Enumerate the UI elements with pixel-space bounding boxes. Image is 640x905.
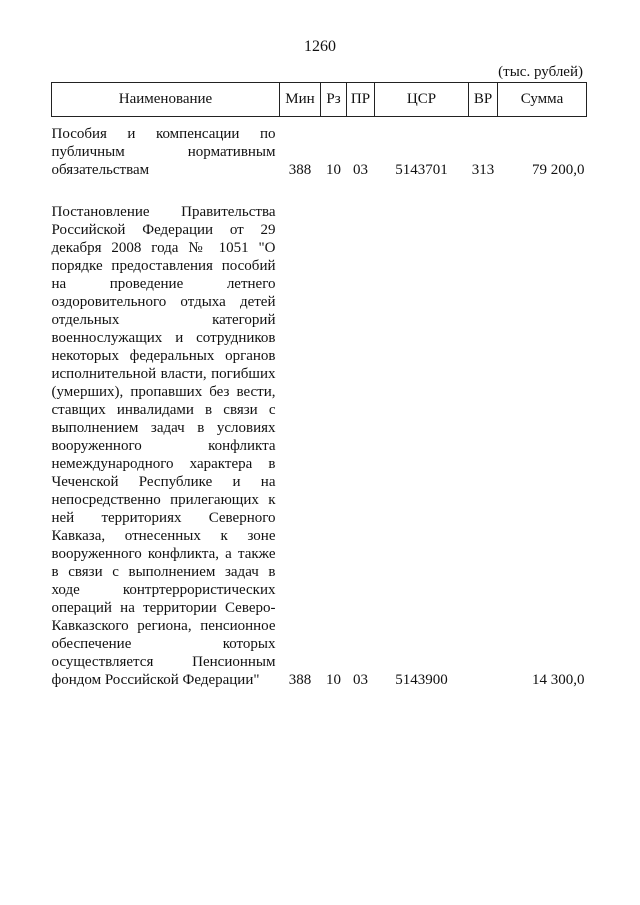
row-vr: 313 — [471, 162, 495, 178]
header-sum: Сумма — [498, 83, 587, 117]
row-vr — [469, 179, 498, 689]
row-rz: 10 — [326, 672, 341, 688]
row-name: Пособия и компенсации по публичным нормативным обязательствам — [51, 126, 276, 178]
table-header-row — [52, 83, 587, 117]
row-min: 388 — [288, 672, 312, 688]
row-csr: 5143701 — [395, 162, 448, 178]
row-min: 388 — [288, 162, 312, 178]
row-sum: 14 300,0 — [532, 672, 585, 688]
header-pr: ПР — [347, 83, 375, 117]
header-min: Мин — [280, 83, 321, 117]
row-csr: 5143900 — [395, 672, 448, 688]
row-name: Постановление Правительства Российской Федерации от 29 декабря 2008 года № 1051 "О порядке предоставления пособий на проведение летнего оздоровительного отдыха детей отдельных категорий военнослужащих и сотрудников некоторых федеральных органов исполнительной власти, погибших (умерших), пропавших без вести, ставщих инвалидами в связи с выполнением задач в условиях вооруженного конфликта немеждународного характера в Чеченской Республике и на непосредственно прилегающих к ней территориях Северного Кавказа, отнесенных к зоне вооруженного конфликта, а также в связи с выполнением задач в ходе контртеррористических операций на территории Северо-Кавказского региона, пенсионное обеспечение которых осуществляется Пенсионным фондом Российской Федерации" — [51, 204, 276, 688]
row-sum: 79 200,0 — [532, 162, 585, 178]
header-vr: ВР — [469, 83, 498, 117]
row-rz: 10 — [326, 162, 341, 178]
page-number: 1260 — [304, 38, 336, 55]
units-label: (тыс. рублей) — [498, 64, 583, 80]
budget-table — [51, 82, 587, 689]
header-csr: ЦСР — [375, 83, 469, 117]
header-name: Наименование — [52, 83, 280, 117]
header-rz: Рз — [321, 83, 347, 117]
table-row — [52, 117, 587, 180]
row-pr: 03 — [353, 672, 368, 688]
table-row — [52, 179, 587, 689]
row-pr: 03 — [353, 162, 368, 178]
